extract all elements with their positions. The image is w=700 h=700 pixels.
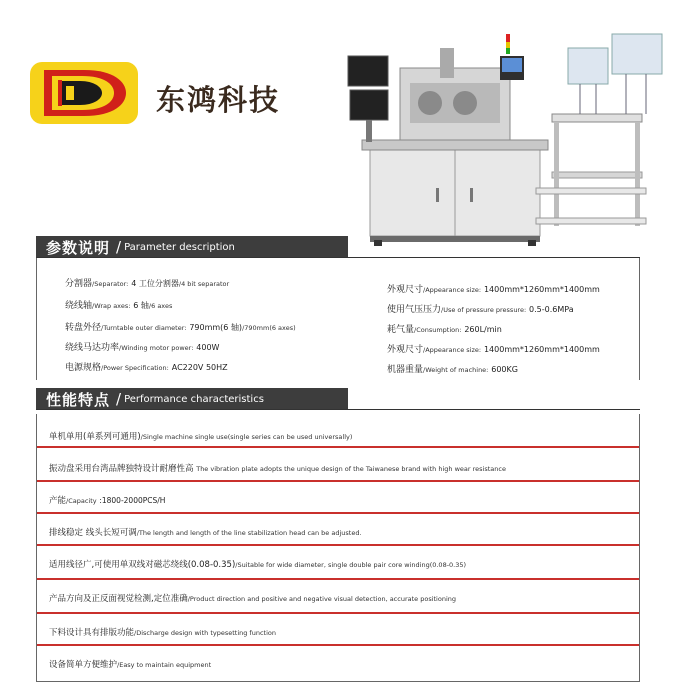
parameter-table xyxy=(36,258,640,380)
company-logo xyxy=(30,62,138,124)
param-weight: 机器重量/Weight of machine: 600KG xyxy=(387,365,518,375)
feature-item: 振动盘采用台湾品牌独特设计耐磨性高 The vibration plate adopts the unique design of the Taiwanese brand with high wear resistance xyxy=(49,464,506,474)
param-separator: 分割器/Separator: 4 工位分割器/4 bit separator xyxy=(65,279,230,289)
feature-header-en: Performance characteristics xyxy=(124,393,264,405)
feature-item: 单机单用(单系列可通用)/Single machine single use(single series can be used universally) xyxy=(49,432,353,442)
feature-divider xyxy=(37,544,639,546)
param-appearance-size: 外观尺寸/Appearance size: 1400mm*1260mm*1400mm xyxy=(387,285,600,295)
feature-header-zh: 性能特点 xyxy=(46,390,111,409)
parameter-header-zh: 参数说明 xyxy=(46,238,111,257)
company-name: 东鸿科技 xyxy=(156,83,281,117)
feature-divider xyxy=(37,644,639,646)
feature-item: 排线稳定 线头长短可调/The length and length of the line stabilization head can be adjusted. xyxy=(49,528,362,538)
parameter-header: 参数说明 / Parameter description xyxy=(36,236,348,258)
feature-divider xyxy=(37,480,639,482)
param-appearance-size-2: 外观尺寸/Appearance size: 1400mm*1260mm*1400mm xyxy=(387,345,600,355)
feature-list xyxy=(36,414,640,682)
feature-item: 产品方向及正反面视觉检测,定位准确/Product direction and positive and negative visual detection, accurate positioning xyxy=(49,594,457,604)
feature-divider xyxy=(37,578,639,580)
feature-rule xyxy=(36,409,640,410)
param-motor-power: 绕线马达功率/Winding motor power: 400W xyxy=(65,343,220,353)
parameter-header-en: Parameter description xyxy=(124,241,235,253)
param-air-consumption: 耗气量/Consumption: 260L/min xyxy=(387,325,502,335)
feature-header: 性能特点 / Performance characteristics xyxy=(36,388,348,410)
param-wrap-axes: 绕线轴/Wrap axes: 6 轴/6 axes xyxy=(65,301,173,311)
param-air-pressure: 使用气压压力/Use of pressure pressure: 0.5-0.6MPa xyxy=(387,305,574,315)
feature-item: 下料设计具有排版功能/Discharge design with typesetting function xyxy=(49,628,276,638)
param-power-spec: 电源规格/Power Specification: AC220V 50HZ xyxy=(65,363,228,373)
feature-item: 设备简单方便维护/Easy to maintain equipment xyxy=(49,660,212,670)
feature-divider xyxy=(37,512,639,514)
feature-divider xyxy=(37,446,639,448)
feature-item: 适用线径广,可使用单双线对磁芯绕线(0.08-0.35)/Suitable for wide diameter, single double pair core winding(0.08-0.35) xyxy=(49,560,467,570)
winding-machine-image xyxy=(340,28,685,248)
param-turntable: 转盘外径/Turntable outer diameter: 790mm(6 轴)/790mm(6 axes) xyxy=(65,323,296,333)
feature-item: 产能/Capacity :1800-2000PCS/H xyxy=(49,496,166,506)
feature-divider xyxy=(37,612,639,614)
